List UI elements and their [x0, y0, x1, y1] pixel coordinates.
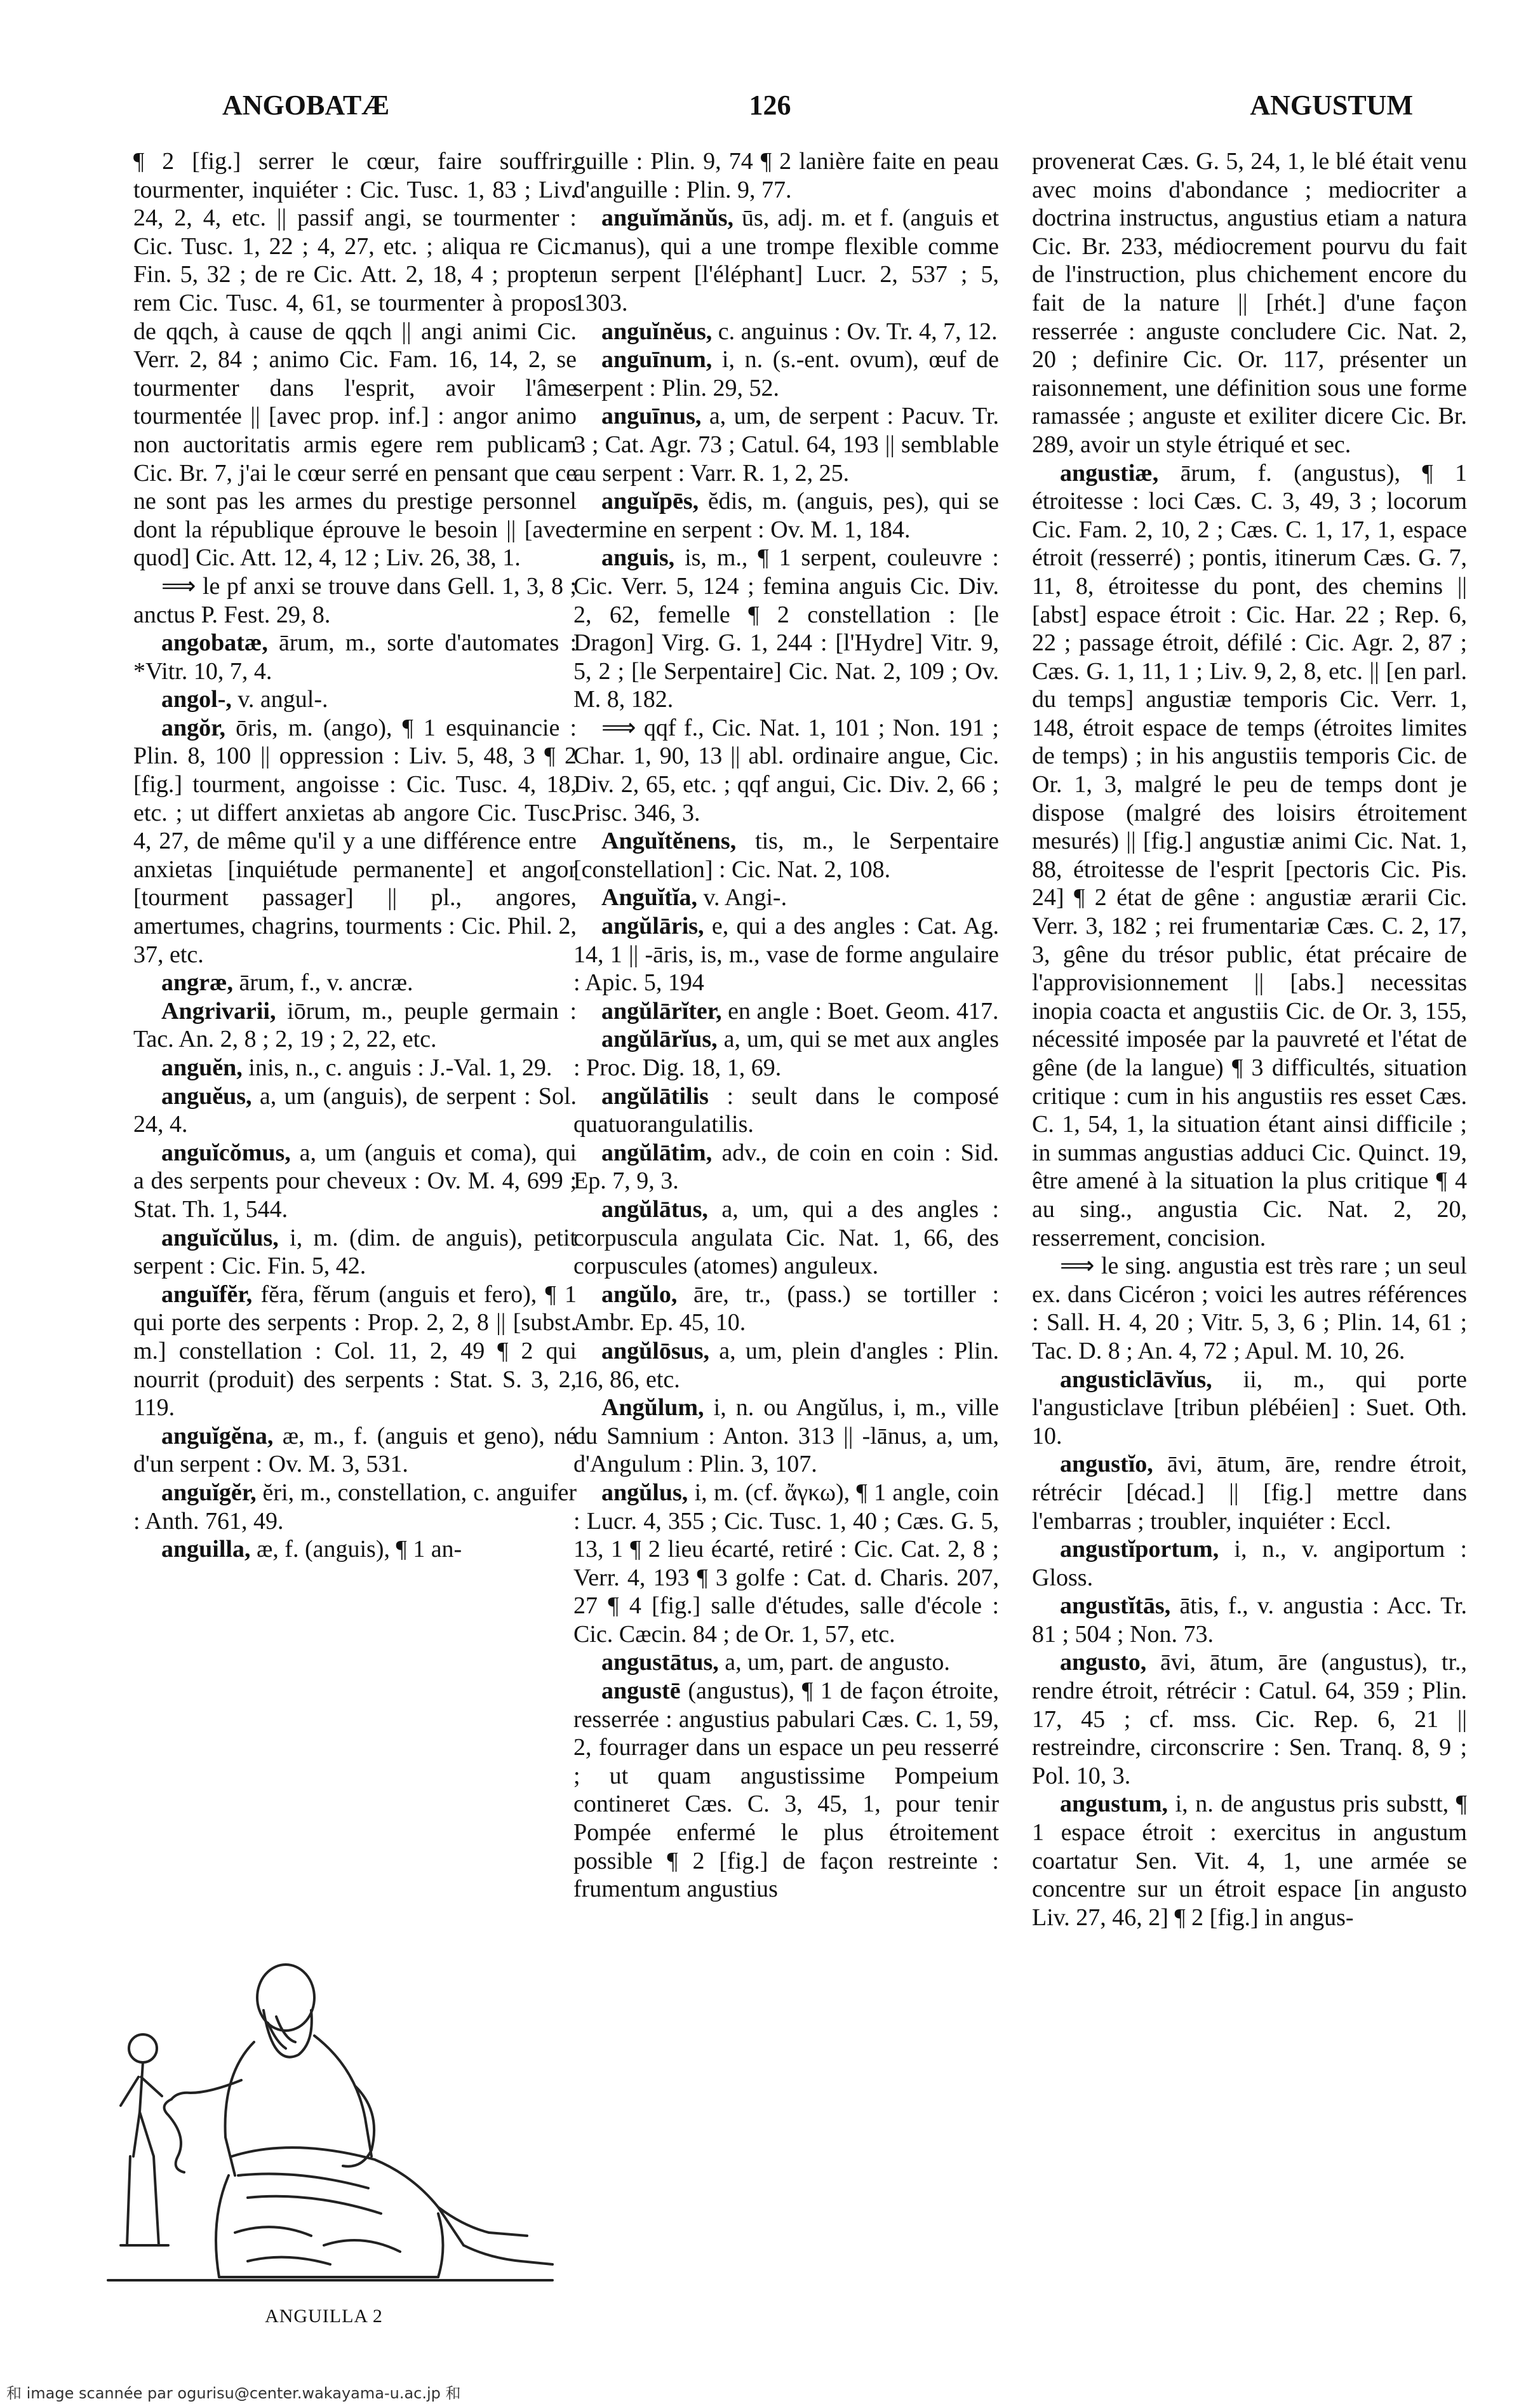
dictionary-entry: [573, 346, 999, 402]
dictionary-entry: [1032, 1366, 1467, 1451]
dictionary-entry: [133, 997, 577, 1054]
entry-definition: ⟹ le sing. angustia est très rare ; un seul ex. dans Cicéron ; voici les autres références : Sall. H. 4, 20 ; Vitr. 5, 3, 6 ; Plin. 14, 61 ; Tac. D. 8 ; An. 4, 72 ; Apul. M. 10, 26.: [1032, 1253, 1467, 1364]
headword: angol-,: [161, 686, 232, 713]
entry-definition: ārum, f., v. ancræ.: [239, 969, 413, 997]
entry-definition: ātis, f., v. angustia : Acc. Tr. 81 ; 504 ; Non. 73.: [1032, 1592, 1467, 1648]
entry-definition: ārum, f. (angustus), ¶ 1 étroitesse : loci Cæs. C. 3, 49, 3 ; locorum Cic. Fam. 2, 10, 2 ; Cæs. C. 1, 17, 1, espace étroit (resserré) ; pontis, itinerum Cæs. G. 7, 11, 8, étroitesse du pont, des chemins || [abst] espace étroit : Cic. Har. 22 ; Rep. 6, 22 ; passage étroit, défilé : Cic. Agr. 2, 87 ; Cæs. G. 1, 11, 1 ; Liv. 9, 2, 8, etc. || [en parl. du temps] angustiæ temporis Cic. Verr. 1, 148, étroit espace de temps (étroites limites de temps) ; in his angustiis temporis Cic. de Or. 1, 3, malgré le peu de temps dont je dispose (malgré des loisirs étroitement mesurés) || [fig.] angustiæ animi Cic. Nat. 1, 88, étroitesse de l'esprit [pectoris Cic. Pis. 24] ¶ 2 état de gêne : angustiæ ærarii Cic. Verr. 3, 182 ; rei frumentariæ Cæs. C. 2, 17, 3, gêne du trésor public, état précaire de l'approvisionnement || [abs.] necessitas inopia coacta et angustiis Cic. de Or. 3, 155, nécessité imposée par la pauvreté et l'état de gêne (de la langue) ¶ 3 difficultés, situation critique : cum in his angustiis res esset Cæs. C. 1, 54, 1, la situation étant ainsi difficile ; in summas angustias adduci Cic. Quinct. 19, être amené à la situation la plus critique ¶ 4 au sing., angustia Cic. Nat. 2, 20, resserrement, concision.: [1032, 459, 1467, 1251]
dictionary-entry: [573, 912, 999, 997]
headword: angŭlāris,: [601, 913, 704, 940]
dictionary-entry: [573, 487, 999, 544]
dictionary-entry: [1032, 1648, 1467, 1790]
header-right-guideword: ANGUSTUM: [1250, 90, 1413, 121]
dictionary-entry: [573, 1677, 999, 1904]
entry-definition: āvi, ātum, āre, rendre étroit, rétrécir [décad.] || [fig.] mettre dans l'embarras ; troubler, inquiéter : Eccl.: [1032, 1451, 1467, 1535]
headword: angŭlo,: [601, 1280, 678, 1308]
headword: anguīnum,: [601, 346, 713, 373]
headword: angŭlātilis: [601, 1082, 709, 1110]
dictionary-entry: [133, 1054, 577, 1082]
dictionary-entry: [1032, 459, 1467, 1253]
dictionary-entry: [133, 969, 577, 997]
headword: angŭlōsus,: [601, 1337, 710, 1364]
dictionary-entry: [573, 1025, 999, 1082]
entry-definition: a, um (anguis et coma), qui a des serpents pour cheveux : Ov. M. 4, 699 ; Stat. Th. 1, 544.: [133, 1139, 577, 1223]
dictionary-entry: [573, 1648, 999, 1677]
dictionary-entry: [133, 629, 577, 685]
header-left-guideword: ANGOBATÆ: [222, 90, 390, 121]
entry-definition: æ, m., f. (anguis et geno), né d'un serpent : Ov. M. 3, 531.: [133, 1422, 577, 1478]
headword: anguĭmănŭs,: [601, 205, 734, 232]
dictionary-entry: [133, 1535, 577, 1564]
entry-definition: a, um, part. de angusto.: [725, 1649, 950, 1676]
column-1: [133, 147, 577, 1919]
dictionary-entry: [573, 1082, 999, 1139]
dictionary-entry: [573, 884, 999, 912]
entry-definition: a, um, de serpent : Pacuv. Tr. 3 ; Cat. Agr. 73 ; Catul. 64, 193 || semblable au serpent : Varr. R. 1, 2, 25.: [573, 403, 999, 487]
entry-continuation: [573, 714, 999, 827]
dictionary-entry: [573, 997, 999, 1026]
entry-definition: ⟹ qqf f., Cic. Nat. 1, 101 ; Non. 191 ; Char. 1, 90, 13 || abl. ordinaire angue, Cic. Div. 2, 65, etc. ; qqf angui, Cic. Div. 2, 66 ; Prisc. 346, 3.: [573, 714, 999, 826]
dictionary-entry: [133, 1479, 577, 1535]
anguilla-illustration-icon: [83, 1947, 565, 2302]
headword: Angrivarii,: [161, 997, 276, 1025]
entry-definition: i, m. (cf. ἄγκω), ¶ 1 angle, coin : Lucr. 4, 355 ; Cic. Tusc. 1, 40 ; Cæs. G. 5, 13, 1 ¶ 2 lieu écarté, retiré : Cic. Cat. 2, 8 ; Verr. 4, 193 ¶ 3 golfe : Cat. d. Charis. 207, 27 ¶ 4 [fig.] salle d'études, salle d'école : Cic. Cæcin. 84 ; de Or. 1, 57, etc.: [573, 1479, 999, 1648]
column-3: [1032, 147, 1467, 2370]
entry-definition: i, n. ou Angŭlus, i, m., ville du Samnium : Anton. 313 || -lānus, a, um, d'Angulum : Plin. 3, 107.: [573, 1394, 999, 1478]
scan-credit-footer: 和 image scannée par ogurisu@center.wakayama-u.ac.jp 和: [6, 2384, 461, 2402]
column-2: [573, 147, 999, 2370]
dictionary-entry: [573, 1479, 999, 1649]
entry-continuation: [1032, 147, 1467, 459]
headword: anguĭgĕna,: [161, 1422, 274, 1449]
dictionary-entry: [573, 402, 999, 487]
dictionary-entry: [133, 1139, 577, 1224]
entry-continuation: [573, 147, 999, 204]
entry-definition: guille : Plin. 9, 74 ¶ 2 lanière faite en peau d'anguille : Plin. 9, 77.: [573, 148, 999, 203]
headword: anguĭpēs,: [601, 488, 699, 515]
entry-definition: v. angul-.: [238, 686, 328, 713]
headword: Anguĭtĭa,: [601, 884, 697, 911]
entry-definition: (angustus), ¶ 1 de façon étroite, resserrée : angustius pabulari Cæs. C. 1, 59, 2, fourrager dans un espace un peu resserré ; ut quam angustissime Pompeium contineret Cæs. C. 3, 45, 1, pour tenir Pompée enfermé le plus étroitement possible ¶ 2 [fig.] de façon restreinte : frumentum angustius: [573, 1677, 999, 1903]
headword: angustē: [601, 1677, 681, 1705]
headword: anguĕn,: [161, 1054, 243, 1081]
dictionary-entry: [1032, 1790, 1467, 1932]
entry-continuation: [1032, 1252, 1467, 1365]
headword: anguīnus,: [601, 403, 702, 430]
entry-definition: en angle : Boet. Geom. 417.: [728, 997, 999, 1025]
entry-definition: a, um, qui a des angles : corpuscula angulata Cic. Nat. 1, 66, des corpuscules (atomes) anguleux.: [573, 1195, 999, 1280]
entry-definition: : seult dans le composé quatuorangulatilis.: [573, 1082, 999, 1138]
illustration-caption: ANGUILLA 2: [265, 2306, 383, 2327]
entry-definition: c. anguinus : Ov. Tr. 4, 7, 12.: [718, 318, 998, 345]
entry-definition: provenerat Cæs. G. 5, 24, 1, le blé était venu avec moins d'abondance ; mediocriter a doctrina instructus, angustius etiam a natura Cic. Br. 233, médiocrement pourvu du fait de l'instruction, plus chichement encore du fait de la nature || [rhét.] d'une façon resserrée : anguste concludere Cic. Nat. 2, 20 ; definire Cic. Or. 117, présenter un raisonnement, une définition sous une forme ramassée ; anguste et exiliter dicere Cic. Br. 289, avoir un style étriqué et sec.: [1032, 148, 1467, 458]
headword: angustiæ,: [1060, 459, 1159, 487]
dictionary-entry: [133, 1224, 577, 1280]
entry-definition: a, um, qui se met aux angles : Proc. Dig. 18, 1, 69.: [573, 1026, 999, 1081]
dictionary-entry: [573, 204, 999, 317]
headword: anguĭfĕr,: [161, 1280, 253, 1308]
entry-definition: tis, m., le Serpentaire [constellation] : Cic. Nat. 2, 108.: [573, 828, 999, 883]
headword: anguĭgĕr,: [161, 1479, 257, 1506]
entry-definition: fĕra, fĕrum (anguis et fero), ¶ 1 qui porte des serpents : Prop. 2, 2, 8 || [subst. m.] constellation : Col. 11, 2, 49 ¶ 2 qui nourrit (produit) des serpents : Stat. S. 3, 2, 119.: [133, 1280, 577, 1421]
headword: anguĕus,: [161, 1082, 252, 1110]
headword: angustĭportum,: [1060, 1536, 1219, 1563]
entry-definition: ⟹ le pf anxi se trouve dans Gell. 1, 3, 8 ; anctus P. Fest. 29, 8.: [133, 572, 577, 628]
dictionary-entry: [133, 1280, 577, 1422]
entry-definition: āvi, ātum, āre (angustus), tr., rendre étroit, rétrécir : Catul. 64, 359 ; Plin. 17, 45 ; cf. mss. Cic. Rep. 6, 21 || restreindre, circonscrire : Sen. Tranq. 8, 9 ; Pol. 10, 3.: [1032, 1649, 1467, 1789]
entry-definition: a, um, plein d'angles : Plin. 16, 86, etc.: [573, 1337, 999, 1393]
dictionary-entry: [573, 1337, 999, 1394]
entry-definition: i, n., v. angiportum : Gloss.: [1032, 1536, 1467, 1591]
dictionary-entry: [573, 1139, 999, 1195]
headword: angræ,: [161, 969, 233, 997]
entry-definition: a, um (anguis), de serpent : Sol. 24, 4.: [133, 1082, 577, 1138]
dictionary-entry: [133, 1082, 577, 1139]
headword: Angŭlum,: [601, 1394, 704, 1421]
headword: angŭlātus,: [601, 1195, 708, 1223]
headword: angusto,: [1060, 1649, 1147, 1676]
headword: anguilla,: [161, 1536, 251, 1563]
headword: Anguĭtĕnens,: [601, 828, 737, 855]
dictionary-entry: [133, 714, 577, 969]
entry-definition: e, qui a des angles : Cat. Ag. 14, 1 || -āris, is, m., vase de forme angulaire : Apic. 5, 194: [573, 913, 999, 997]
headword: anguĭnĕus,: [601, 318, 713, 345]
entry-definition: æ, f. (anguis), ¶ 1 an-: [256, 1536, 462, 1563]
entry-definition: ii, m., qui porte l'angusticlave [tribun plébéien] : Suet. Oth. 10.: [1032, 1366, 1467, 1449]
dictionary-entry: [573, 1195, 999, 1280]
entry-definition: ĕri, m., constellation, c. anguifer : Anth. 761, 49.: [133, 1479, 577, 1535]
dictionary-entry: [573, 1280, 999, 1337]
dictionary-entry: [133, 685, 577, 714]
entry-definition: adv., de coin en coin : Sid. Ep. 7, 9, 3.: [573, 1139, 999, 1195]
entry-definition: ¶ 2 [fig.] serrer le cœur, faire souffrir, tourmenter, inquiéter : Cic. Tusc. 1, 83 ; Liv. 24, 2, 4, etc. || passif angi, se tourmenter : Cic. Tusc. 1, 22 ; 4, 27, etc. ; aliqua re Cic. Fin. 5, 32 ; de re Cic. Att. 2, 18, 4 ; propter rem Cic. Tusc. 4, 61, se tourmenter à propos de qqch, à cause de qqch || angi animi Cic. Verr. 2, 84 ; animo Cic. Fam. 16, 14, 2, se tourmenter dans l'esprit, avoir l'âme tourmentée || [avec prop. inf.] : angor animo non auctoritatis armis egere rem publicam Cic. Br. 7, j'ai le cœur serré en pensant que ce ne sont pas les armes du prestige personnel dont la république éprouve le besoin || [avec quod] Cic. Att. 12, 4, 12 ; Liv. 26, 38, 1.: [133, 148, 577, 572]
entry-definition: i, m. (dim. de anguis), petit serpent : Cic. Fin. 5, 42.: [133, 1224, 577, 1280]
dictionary-entry: [573, 544, 999, 714]
headword: angustĭo,: [1060, 1451, 1153, 1478]
entry-definition: v. Angi-.: [703, 884, 787, 911]
dictionary-entry: [1032, 1592, 1467, 1648]
headword: angusticlāvĭus,: [1060, 1366, 1212, 1393]
entry-definition: ōris, m. (ango), ¶ 1 esquinancie : Plin. 8, 100 || oppression : Liv. 5, 48, 3 ¶ 2 [fig.] tourment, angoisse : Cic. Tusc. 4, 18, etc. ; ut differt anxietas ab angore Cic. Tusc. 4, 27, de même qu'il y a une différence entre anxietas [inquiétude permanente] et angor [tourment passager] || pl., angores, amertumes, chagrins, tourments : Cic. Phil. 2, 37, etc.: [133, 714, 577, 968]
headword: angŭlārĭus,: [601, 1026, 718, 1053]
headword: angŏr,: [161, 714, 226, 741]
entry-definition: i, n. (s.-ent. ovum), œuf de serpent : Plin. 29, 52.: [573, 346, 999, 401]
dictionary-entry: [573, 318, 999, 346]
headword: angŭlārĭter,: [601, 997, 722, 1025]
page-number: 126: [749, 90, 791, 121]
dictionary-entry: [1032, 1535, 1467, 1592]
dictionary-entry: [573, 827, 999, 884]
page-header: [95, 89, 1445, 133]
headword: angŭlātim,: [601, 1139, 713, 1166]
entry-definition: ĕdis, m. (anguis, pes), qui se termine en serpent : Ov. M. 1, 184.: [573, 488, 999, 543]
headword: angustātus,: [601, 1649, 719, 1676]
dictionary-entry: [133, 1422, 577, 1479]
headword: angŭlus,: [601, 1479, 688, 1506]
entry-definition: ārum, m., sorte d'automates : *Vitr. 10, 7, 4.: [133, 629, 577, 685]
dictionary-entry: [1032, 1450, 1467, 1535]
headword: angobatæ,: [161, 629, 268, 657]
headword: angustum,: [1060, 1791, 1168, 1818]
entry-definition: iōrum, m., peuple germain : Tac. An. 2, 8 ; 2, 19 ; 2, 22, etc.: [133, 997, 577, 1053]
entry-definition: ūs, adj. m. et f. (anguis et manus), qui a une trompe flexible comme un serpent [l'éléphant] Lucr. 2, 537 ; 5, 1303.: [573, 205, 999, 316]
entry-definition: is, m., ¶ 1 serpent, couleuvre : Cic. Verr. 5, 124 ; femina anguis Cic. Div. 2, 62, femelle ¶ 2 constellation : [le Dragon] Virg. G. 1, 244 : [l'Hydre] Vitr. 9, 5, 2 ; [le Serpentaire] Cic. Nat. 2, 109 ; Ov. M. 8, 182.: [573, 544, 999, 713]
headword: anguĭcŭlus,: [161, 1224, 279, 1251]
headword: angustĭtās,: [1060, 1592, 1171, 1620]
entry-definition: āre, tr., (pass.) se tortiller : Ambr. Ep. 45, 10.: [573, 1280, 999, 1336]
dictionary-entry: [573, 1394, 999, 1479]
entry-continuation: [133, 147, 577, 572]
headword: anguĭcŏmus,: [161, 1139, 291, 1166]
entry-definition: inis, n., c. anguis : J.-Val. 1, 29.: [248, 1054, 552, 1081]
entry-definition: i, n. de angustus pris substt, ¶ 1 espace étroit : exercitus in angustum coartatur Sen. Vit. 4, 1, une armée se concentre sur un étroit espace [in angusto Liv. 27, 46, 2] ¶ 2 [fig.] in angus-: [1032, 1791, 1467, 1931]
headword: anguis,: [601, 544, 675, 572]
entry-continuation: [133, 572, 577, 629]
